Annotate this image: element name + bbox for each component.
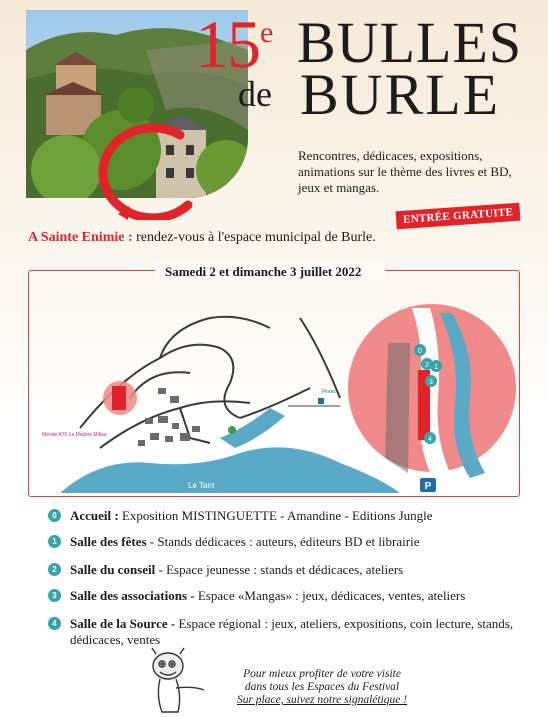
red-arc-decoration	[80, 110, 200, 220]
svg-text:1: 1	[434, 364, 438, 371]
roads-label: Mende A75 La Malène Millau	[42, 432, 107, 438]
arrow-label: Florac	[322, 389, 336, 395]
venue-name: Salle du conseil	[70, 562, 156, 577]
venue-number: 2	[48, 563, 61, 576]
mascot-illustration	[138, 646, 208, 716]
venue-number: 3	[48, 589, 61, 602]
river-label: Le Tarn	[188, 481, 215, 490]
venue-desc: Espace «Mangas» : jeux, dédicaces, ventes, ateliers	[197, 588, 466, 603]
title-burle: BURLE	[300, 62, 501, 127]
venue-number: 0	[48, 509, 61, 522]
svg-text:P: P	[424, 481, 432, 492]
title-bulles: BULLES	[297, 10, 523, 75]
venue-name: Salle des fêtes	[70, 534, 147, 549]
venue-name: Salle de la Source -	[70, 616, 176, 631]
tagline: Rencontres, dédicaces, expositions, animations sur le thème des livres et BD, jeux et mangas.	[298, 148, 512, 195]
venue-desc: Exposition MISTINGUETTE - Amandine - Editions Jungle	[121, 508, 433, 523]
town-label: A Sainte Enimie :	[28, 230, 133, 245]
venue-desc: - Stands dédicaces : auteurs, éditeurs BD et librairie	[149, 534, 420, 549]
footer-line-3: Sur place, suivez notre signalétique !	[236, 694, 408, 706]
free-entry-badge: ENTRÉE GRATUITE	[396, 203, 521, 230]
venue-desc: Espace régional : jeux, ateliers, expositions, coin lecture, stands, dédicaces, ventes	[70, 616, 514, 647]
location-line	[28, 230, 376, 246]
footer-line-2: dans tous les Espaces du Festival	[244, 681, 400, 693]
venue-number: 4	[48, 617, 61, 630]
village-map	[40, 288, 518, 493]
venue-name: Salle des associations -	[70, 588, 195, 603]
venue-desc: - Espace jeunesse : stands et dédicaces, ateliers	[158, 562, 404, 577]
svg-text:2: 2	[425, 362, 429, 369]
svg-text:4: 4	[428, 436, 432, 443]
footer-line-1: Pour mieux profiter de votre visite	[243, 668, 401, 680]
svg-text:3: 3	[429, 379, 433, 386]
edition-number: 15e	[195, 6, 272, 82]
title-de: de	[238, 74, 272, 114]
event-dates: Samedi 2 et dimanche 3 juillet 2022	[165, 264, 362, 279]
venue-number: 1	[48, 535, 61, 548]
footer-note	[212, 668, 432, 707]
svg-text:0: 0	[418, 348, 422, 355]
venue-name: Accueil :	[70, 508, 119, 523]
location-text: rendez-vous à l'espace municipal de Burle.	[136, 230, 376, 245]
